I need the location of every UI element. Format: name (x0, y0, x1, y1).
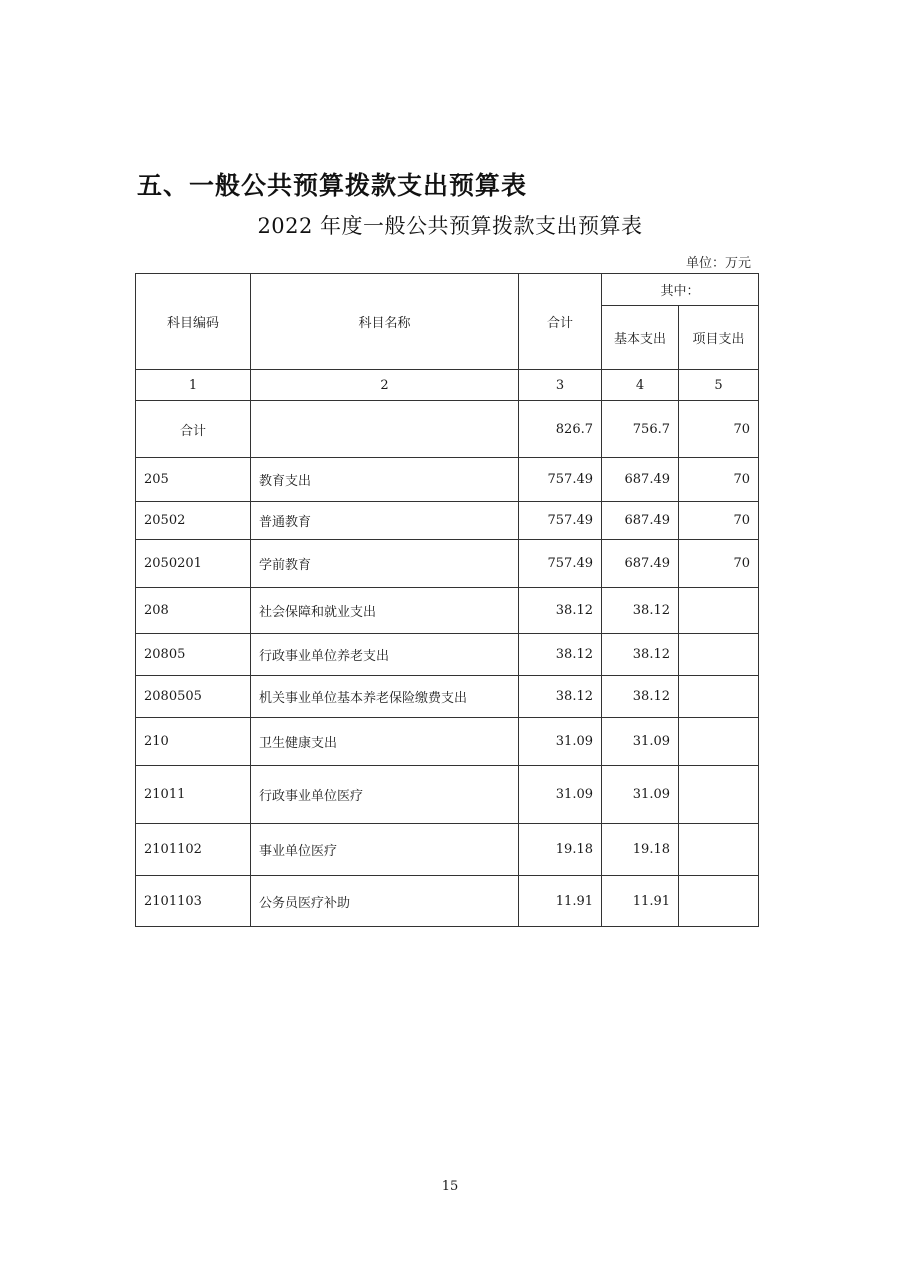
table-row (136, 766, 759, 824)
header-of-which: 其中： (602, 274, 759, 306)
subject-name: 事业单位医疗 (251, 824, 519, 876)
subject-code: 2101102 (136, 824, 251, 876)
table-title: 2022 年度一般公共预算拨款支出预算表 (257, 214, 643, 238)
subject-code: 21011 (136, 766, 251, 824)
subject-name: 卫生健康支出 (251, 718, 519, 766)
subject-name: 行政事业单位医疗 (251, 766, 519, 824)
header-total: 合计 (519, 274, 602, 370)
subject-name: 社会保障和就业支出 (251, 588, 519, 634)
basic-amount: 11.91 (602, 876, 679, 927)
basic-amount: 38.12 (602, 634, 679, 676)
project-amount (679, 676, 759, 718)
table-row (136, 502, 759, 540)
basic-amount: 19.18 (602, 824, 679, 876)
project-amount (679, 634, 759, 676)
subject-code: 20805 (136, 634, 251, 676)
total-amount: 757.49 (519, 502, 602, 540)
column-number: 5 (679, 370, 759, 401)
project-amount (679, 718, 759, 766)
project-amount: 70 (679, 502, 759, 540)
subject-name: 教育支出 (251, 458, 519, 502)
subject-name: 公务员医疗补助 (251, 876, 519, 927)
subject-code: 20502 (136, 502, 251, 540)
table-row (136, 540, 759, 588)
total-label: 合计 (136, 401, 251, 458)
project-amount (679, 824, 759, 876)
page-number: 15 (441, 1179, 459, 1194)
total-amount: 757.49 (519, 458, 602, 502)
table-row (136, 458, 759, 502)
total-amount: 757.49 (519, 540, 602, 588)
total-amount: 11.91 (519, 876, 602, 927)
total-amount: 31.09 (519, 766, 602, 824)
total-amount: 38.12 (519, 676, 602, 718)
total-amount: 19.18 (519, 824, 602, 876)
unit-label: 单位：万元 (685, 256, 751, 271)
subject-code: 2050201 (136, 540, 251, 588)
table-row (136, 876, 759, 927)
table-row (136, 634, 759, 676)
basic-amount: 687.49 (602, 502, 679, 540)
budget-table (135, 273, 759, 927)
subject-name: 学前教育 (251, 540, 519, 588)
header-name: 科目名称 (251, 274, 519, 370)
total-amount: 38.12 (519, 588, 602, 634)
total-amount: 38.12 (519, 634, 602, 676)
basic-amount: 687.49 (602, 458, 679, 502)
project-amount: 70 (679, 458, 759, 502)
basic-amount: 687.49 (602, 540, 679, 588)
total-amount: 31.09 (519, 718, 602, 766)
table-row (136, 718, 759, 766)
total-basic: 756.7 (602, 401, 679, 458)
header-row (136, 274, 759, 306)
basic-amount: 31.09 (602, 718, 679, 766)
subject-code: 2101103 (136, 876, 251, 927)
section-heading: 五、一般公共预算拨款支出预算表 (137, 171, 528, 200)
table-row (136, 588, 759, 634)
table-row (136, 824, 759, 876)
total-amount: 826.7 (519, 401, 602, 458)
basic-amount: 31.09 (602, 766, 679, 824)
subject-code: 208 (136, 588, 251, 634)
header-basic: 基本支出 (602, 306, 679, 370)
basic-amount: 38.12 (602, 676, 679, 718)
column-number: 4 (602, 370, 679, 401)
project-amount (679, 766, 759, 824)
subject-name: 普通教育 (251, 502, 519, 540)
header-project: 项目支出 (679, 306, 759, 370)
subject-code: 210 (136, 718, 251, 766)
column-number: 3 (519, 370, 602, 401)
basic-amount: 38.12 (602, 588, 679, 634)
total-row (136, 401, 759, 458)
column-number: 2 (251, 370, 519, 401)
subject-code: 2080505 (136, 676, 251, 718)
total-project: 70 (679, 401, 759, 458)
project-amount: 70 (679, 540, 759, 588)
project-amount (679, 588, 759, 634)
header-code: 科目编码 (136, 274, 251, 370)
total-name (251, 401, 519, 458)
subject-code: 205 (136, 458, 251, 502)
column-number-row (136, 370, 759, 401)
column-number: 1 (136, 370, 251, 401)
subject-name: 行政事业单位养老支出 (251, 634, 519, 676)
table-row (136, 676, 759, 718)
project-amount (679, 876, 759, 927)
subject-name: 机关事业单位基本养老保险缴费支出 (251, 676, 519, 718)
